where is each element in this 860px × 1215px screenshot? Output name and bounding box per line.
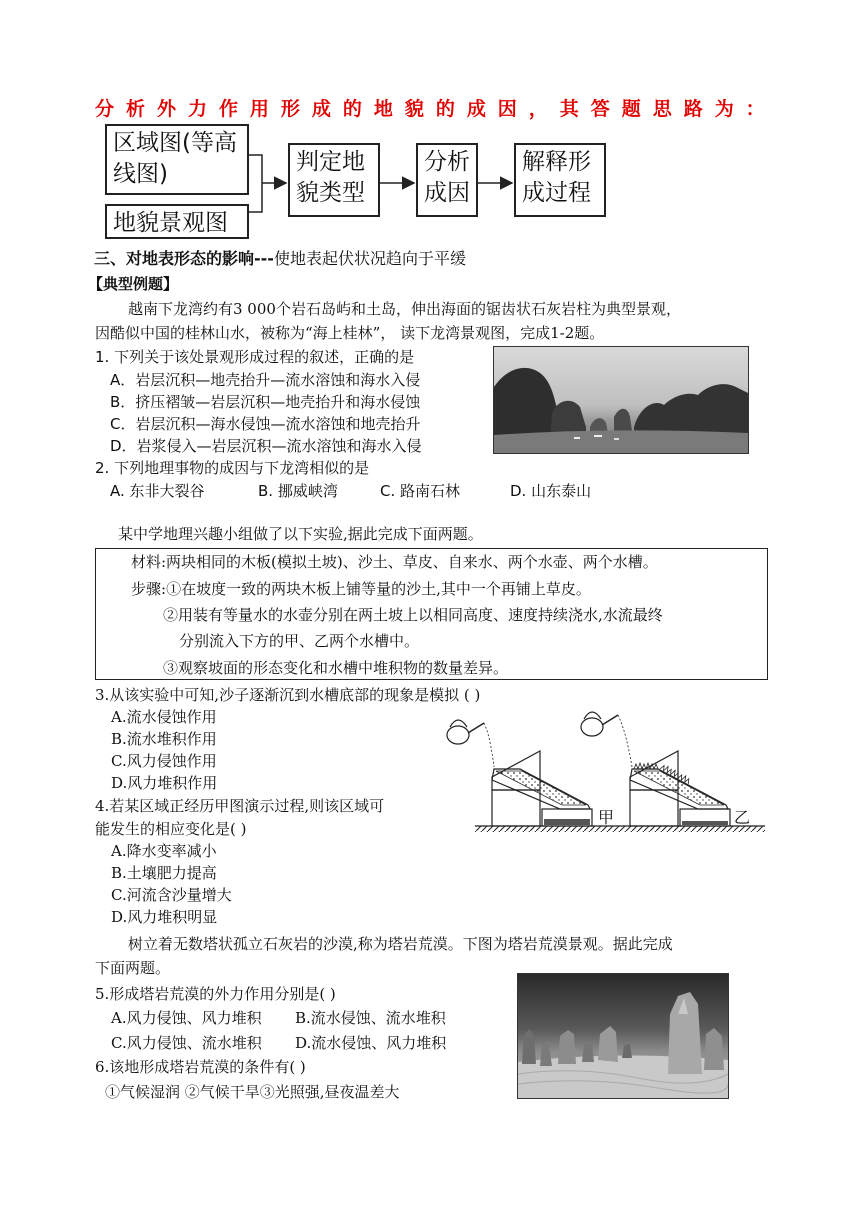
label-jia: 甲 [598, 808, 615, 827]
label-yi: 乙 [734, 808, 751, 827]
question-3-option-d: D.风力堆积作用 [111, 774, 218, 792]
watering-can-jia [447, 720, 494, 767]
question-5-option-a: A.风力侵蚀、风力堆积 [111, 1009, 262, 1027]
question-4-stem-line1: 4.若某区域正经历甲图演示过程,则该区域可 [95, 797, 385, 815]
question-4-stem-line2: 能发生的相应变化是( ) [95, 820, 247, 838]
heading-char: 分 [95, 98, 115, 120]
step-1: ①在坡度一致的两块木板上铺等量的沙土,其中一个再铺上草皮。 [166, 580, 591, 598]
intro-tower-desert-line2: 下面两题。 [95, 959, 171, 977]
heading-char: 成 [311, 98, 331, 120]
section-three-subtitle: 使地表起伏状况趋向于平缓 [273, 249, 466, 268]
question-4-option-a: A.降水变率减小 [111, 842, 217, 860]
tower-desert-photo [517, 973, 729, 1099]
heading-char: 力 [187, 98, 207, 120]
heading-char: 为 [714, 98, 734, 120]
flow-box-region-text: 区域图(等高线图) [113, 130, 237, 187]
intro-experiment: 某中学地理兴趣小组做了以下实验,据此完成下面两题。 [118, 525, 483, 543]
heading-char: 成 [466, 98, 486, 120]
heading-char: 题 [621, 98, 641, 120]
heading-char: 其 [559, 98, 579, 120]
question-2-option-a: A. 东非大裂谷 [110, 482, 205, 500]
question-1-option-d: D．岩浆侵入—岩层沉积—流水溶蚀和海水入侵 [110, 437, 422, 455]
question-1-option-c: C．岩层沉积—海水侵蚀—流水溶蚀和地壳抬升 [110, 415, 421, 433]
heading-char: 作 [218, 98, 238, 120]
tower-desert-drawing [518, 974, 728, 1098]
question-5-option-d: D.流水侵蚀、风力堆积 [295, 1034, 447, 1052]
heading-char: 地 [373, 98, 393, 120]
question-3-option-b: B.流水堆积作用 [111, 730, 217, 748]
question-3-option-c: C.风力侵蚀作用 [111, 752, 217, 770]
question-2-stem: 2. 下列地理事物的成因与下龙湾相似的是 [95, 459, 370, 477]
heading-char: 外 [156, 98, 176, 120]
steps-label: 步骤: [131, 580, 167, 598]
heading-char: 析 [125, 98, 145, 120]
section-three-title: 三、对地表形态的影响--- [94, 249, 274, 268]
question-2-option-d: D. 山东泰山 [510, 482, 592, 500]
heading-char: 形 [280, 98, 300, 120]
steps-line-1 [131, 578, 591, 599]
heading-char: 的 [342, 98, 362, 120]
flow-connectors [0, 0, 860, 260]
question-5-option-c: C.风力侵蚀、流水堆积 [111, 1034, 262, 1052]
question-1-option-b: B．挤压褶皱—岩层沉积—地壳抬升和海水侵蚀 [110, 393, 421, 411]
question-6-stem: 6.该地形成塔岩荒漠的条件有( ) [95, 1058, 306, 1076]
heading-char: ， [528, 98, 548, 120]
heading-char: 因 [497, 98, 517, 120]
heading-char: 答 [590, 98, 610, 120]
question-3-stem: 3.从该实验中可知,沙子逐渐沉到水槽底部的现象是模拟 ( ) [95, 686, 481, 704]
question-2-option-c: C. 路南石林 [380, 482, 461, 500]
flow-box-landform-text: 地貌景观图 [113, 210, 228, 236]
question-4-option-c: C.河流含沙量增大 [111, 886, 232, 904]
heading-char: 的 [435, 98, 455, 120]
heading-char: 貌 [404, 98, 424, 120]
step-3: ③观察坡面的形态变化和水槽中堆积物的数量差异。 [163, 659, 509, 677]
setup-jia [447, 720, 592, 826]
materials-line: 材料:两块相同的木板(模拟土坡)、沙土、草皮、自来水、两个水壶、两个水槽。 [131, 553, 658, 571]
heading-char: 思 [652, 98, 672, 120]
question-1-option-a: A．岩层沉积—地壳抬升—流水溶蚀和海水入侵 [110, 371, 421, 389]
halong-bay-landscape-drawing [494, 347, 748, 453]
intro-halong-line2: 因酷似中国的桂林山水，被称为“海上桂林”， 读下龙湾景观图，完成1-2题。 [95, 324, 605, 342]
question-3-option-a: A.流水侵蚀作用 [111, 708, 217, 726]
example-title: 【典型例题】 [88, 275, 179, 293]
question-4-option-d: D.风力堆积明显 [111, 908, 218, 926]
question-4-option-b: B.土壤肥力提高 [111, 864, 217, 882]
intro-tower-desert-line1: 树立着无数塔状孤立石灰岩的沙漠,称为塔岩荒漠。下图为塔岩荒漠景观。据此完成 [128, 935, 673, 953]
heading-char: ： [745, 98, 765, 120]
flow-box-explain-text: 解释形成过程 [522, 149, 591, 206]
flow-box-analyze-text: 分析成因 [424, 149, 470, 206]
section-three-heading [94, 246, 466, 269]
flow-box-judge-text: 判定地貌类型 [296, 149, 365, 206]
halong-bay-photo [493, 346, 749, 454]
question-6-options: ①气候湿润 ②气候干旱③光照强,昼夜温差大 [105, 1083, 400, 1101]
question-1-stem: 1. 下列关于该处景观形成过程的叙述，正确的是 [95, 348, 415, 366]
heading-char: 路 [683, 98, 703, 120]
question-2-option-b: B. 挪威峡湾 [258, 482, 338, 500]
step-2-line-b: 分别流入下方的甲、乙两个水槽中。 [179, 632, 420, 650]
question-5-option-b: B.流水侵蚀、流水堆积 [295, 1009, 446, 1027]
question-5-stem: 5.形成塔岩荒漠的外力作用分别是( ) [95, 985, 336, 1003]
ground-hatching [475, 826, 765, 832]
heading-char: 用 [249, 98, 269, 120]
step-2-line-a: ②用装有等量水的水壶分别在两土坡上以相同高度、速度持续浇水,水流最终 [163, 606, 663, 624]
watering-can-yi [581, 712, 632, 767]
intro-halong-line1: 越南下龙湾约有3 000个岩石岛屿和土岛，伸出海面的锯齿状石灰岩柱为典型景观， [128, 300, 681, 318]
